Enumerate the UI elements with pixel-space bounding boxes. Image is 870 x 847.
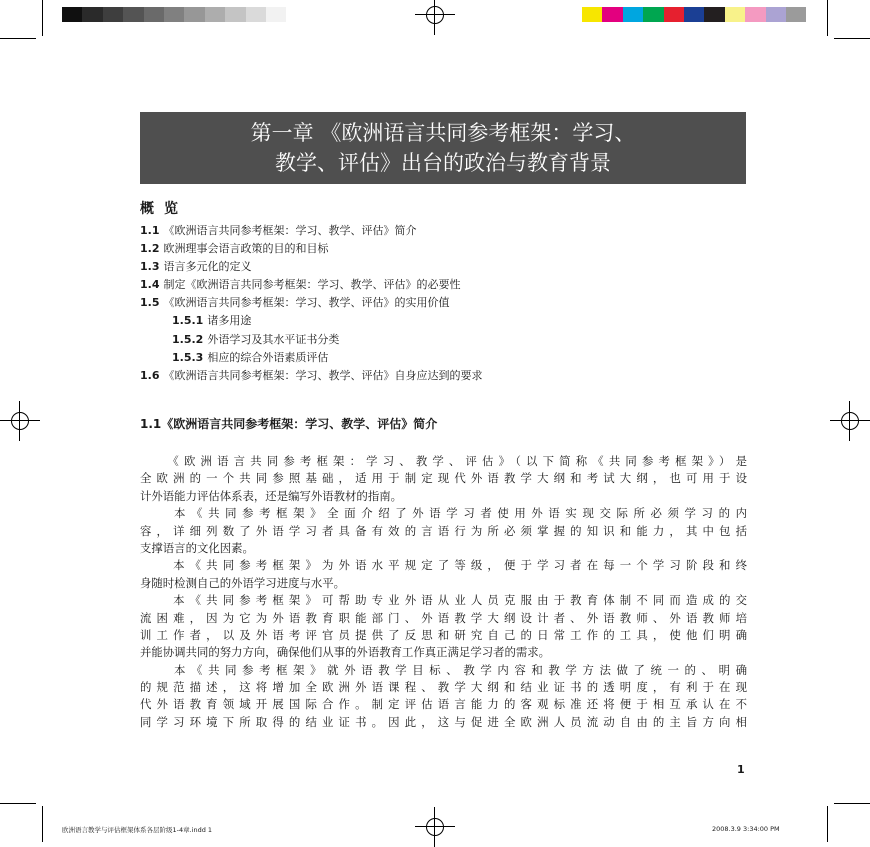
gray-swatch — [246, 7, 266, 22]
gray-swatch — [62, 7, 82, 22]
gray-swatch — [266, 7, 286, 22]
chapter-title-line-2: 教学、评估》出台的政治与教育背景 — [275, 151, 611, 175]
overview-item — [140, 258, 750, 276]
overview-item-text: 诸多用途 — [207, 314, 252, 328]
body-text-line: 支撑语言的文化因素。 — [140, 540, 254, 555]
body-text-line: 的规范描述，这将增加全欧洲外语课程、教学大纲和结业证书的透明度，有利于在现 — [140, 680, 747, 695]
overview-item — [140, 312, 750, 330]
color-swatch — [786, 7, 806, 22]
overview-item — [140, 331, 750, 349]
color-swatch — [602, 7, 622, 22]
body-text-line: 本《共同参考框架》就外语教学目标、教学内容和教学方法做了统一的、明确 — [140, 662, 747, 677]
color-swatch — [766, 7, 786, 22]
color-swatch — [643, 7, 663, 22]
body-text-line: 本《共同参考框架》可帮助专业外语从业人员克服由于教育体制不同而造成的交 — [140, 593, 747, 608]
gray-swatch — [82, 7, 102, 22]
gray-swatch — [205, 7, 225, 22]
overview-item-text: 相应的综合外语素质评估 — [207, 350, 329, 364]
color-swatch — [684, 7, 704, 22]
overview-item-number: 1.5.3 — [172, 350, 204, 364]
crop-mark — [827, 806, 828, 842]
overview-item — [140, 222, 750, 240]
body-text-line: 《欧洲语言共同参考框架：学习、教学、评估》（以下简称《共同参考框架》）是 — [140, 454, 747, 468]
print-timestamp: 2008.3.9 3:34:00 PM — [712, 825, 780, 833]
file-slug: 欧洲语言教学与评估框架体系各层阶级1-4章.indd 1 — [62, 826, 213, 834]
gray-swatch — [144, 7, 164, 22]
overview-item — [140, 367, 750, 385]
color-swatch — [725, 7, 745, 22]
crop-mark — [834, 803, 870, 804]
grayscale-control-bar — [62, 7, 286, 22]
gray-swatch — [184, 7, 204, 22]
section-heading: 1.1《欧洲语言共同参考框架：学习、教学、评估》简介 — [140, 417, 438, 431]
overview-item-text: 《欧洲语言共同参考框架：学习、教学、评估》自身应达到的要求 — [163, 368, 483, 382]
body-text-line: 身随时检测自己的外语学习进度与水平。 — [140, 575, 346, 590]
body-text-line: 容，详细列数了外语学习者具备有效的言语行为所必须掌握的知识和能力，其中包括 — [140, 523, 747, 538]
color-control-bar — [582, 7, 806, 22]
overview-item-number: 1.3 — [140, 260, 160, 274]
section-body — [140, 453, 747, 731]
overview-item — [140, 349, 750, 367]
registration-mark-right — [836, 407, 864, 435]
chapter-title-line-1: 第一章 《欧洲语言共同参考框架：学习、 — [250, 121, 636, 145]
overview-item-number: 1.5.2 — [172, 332, 204, 346]
overview-item — [140, 276, 750, 294]
overview-item-text: 外语学习及其水平证书分类 — [207, 332, 340, 346]
body-text-line: 代外语教育领域开展国际合作。制定评估语言能力的客观标准还将便于相互承认在不 — [140, 697, 747, 712]
overview-item-number: 1.6 — [140, 368, 160, 382]
overview-item-text: 制定《欧洲语言共同参考框架：学习、教学、评估》的必要性 — [163, 278, 461, 292]
registration-mark-left — [6, 407, 34, 435]
overview-item-number: 1.2 — [140, 242, 160, 256]
body-text-line: 全欧洲的一个共同参照基础，适用于制定现代外语教学大纲和考试大纲，也可用于设 — [140, 471, 747, 486]
color-swatch — [704, 7, 724, 22]
body-text-line: 计外语能力评估体系表，还是编写外语教材的指南。 — [140, 488, 402, 503]
crop-mark — [834, 38, 870, 39]
overview-item-number: 1.4 — [140, 278, 160, 292]
overview-item-text: 《欧洲语言共同参考框架：学习、教学、评估》的实用价值 — [163, 296, 450, 310]
registration-mark-top — [421, 1, 449, 29]
body-text-line: 流困难，因为它为外语教育职能部门、外语教学大纲设计者、外语教师、外语教师培 — [140, 610, 747, 625]
gray-swatch — [164, 7, 184, 22]
overview-item — [140, 240, 750, 258]
overview-item-text: 语言多元化的定义 — [163, 260, 252, 274]
gray-swatch — [103, 7, 123, 22]
color-swatch — [623, 7, 643, 22]
color-swatch — [664, 7, 684, 22]
gray-swatch — [123, 7, 143, 22]
crop-mark — [827, 0, 828, 36]
crop-mark — [42, 806, 43, 842]
overview-item-text: 欧洲理事会语言政策的目的和目标 — [163, 242, 329, 256]
overview-item-text: 《欧洲语言共同参考框架：学习、教学、评估》简介 — [163, 224, 417, 237]
crop-mark — [0, 38, 36, 39]
overview-item-number: 1.5.1 — [172, 314, 204, 328]
crop-mark — [0, 803, 36, 804]
overview-item-number: 1.5 — [140, 296, 160, 310]
overview-item — [140, 294, 750, 312]
overview-item-number: 1.1 — [140, 224, 160, 237]
body-text-line: 并能协调共同的努力方向，确保他们从事的外语教育工作真正满足学习者的需求。 — [140, 645, 551, 660]
body-text-line: 本《共同参考框架》为外语水平规定了等级，便于学习者在每一个学习阶段和终 — [140, 558, 747, 573]
color-swatch — [582, 7, 602, 22]
crop-mark — [42, 0, 43, 36]
registration-mark-bottom — [421, 813, 449, 841]
overview-heading: 概览 — [140, 201, 188, 217]
chapter-title-banner — [140, 112, 746, 184]
page-number: 1 — [737, 763, 745, 776]
color-swatch — [745, 7, 765, 22]
body-text-line: 训工作者，以及外语考评官员提供了反思和研究自己的日常工作的工具，使他们明确 — [140, 627, 747, 642]
overview-list — [140, 222, 750, 385]
body-text-line: 本《共同参考框架》全面介绍了外语学习者使用外语实现交际所必须学习的内 — [140, 506, 747, 521]
body-text-line: 同学习环境下所取得的结业证书。因此，这与促进全欧洲人员流动自由的主旨方向相 — [140, 714, 747, 729]
gray-swatch — [225, 7, 245, 22]
